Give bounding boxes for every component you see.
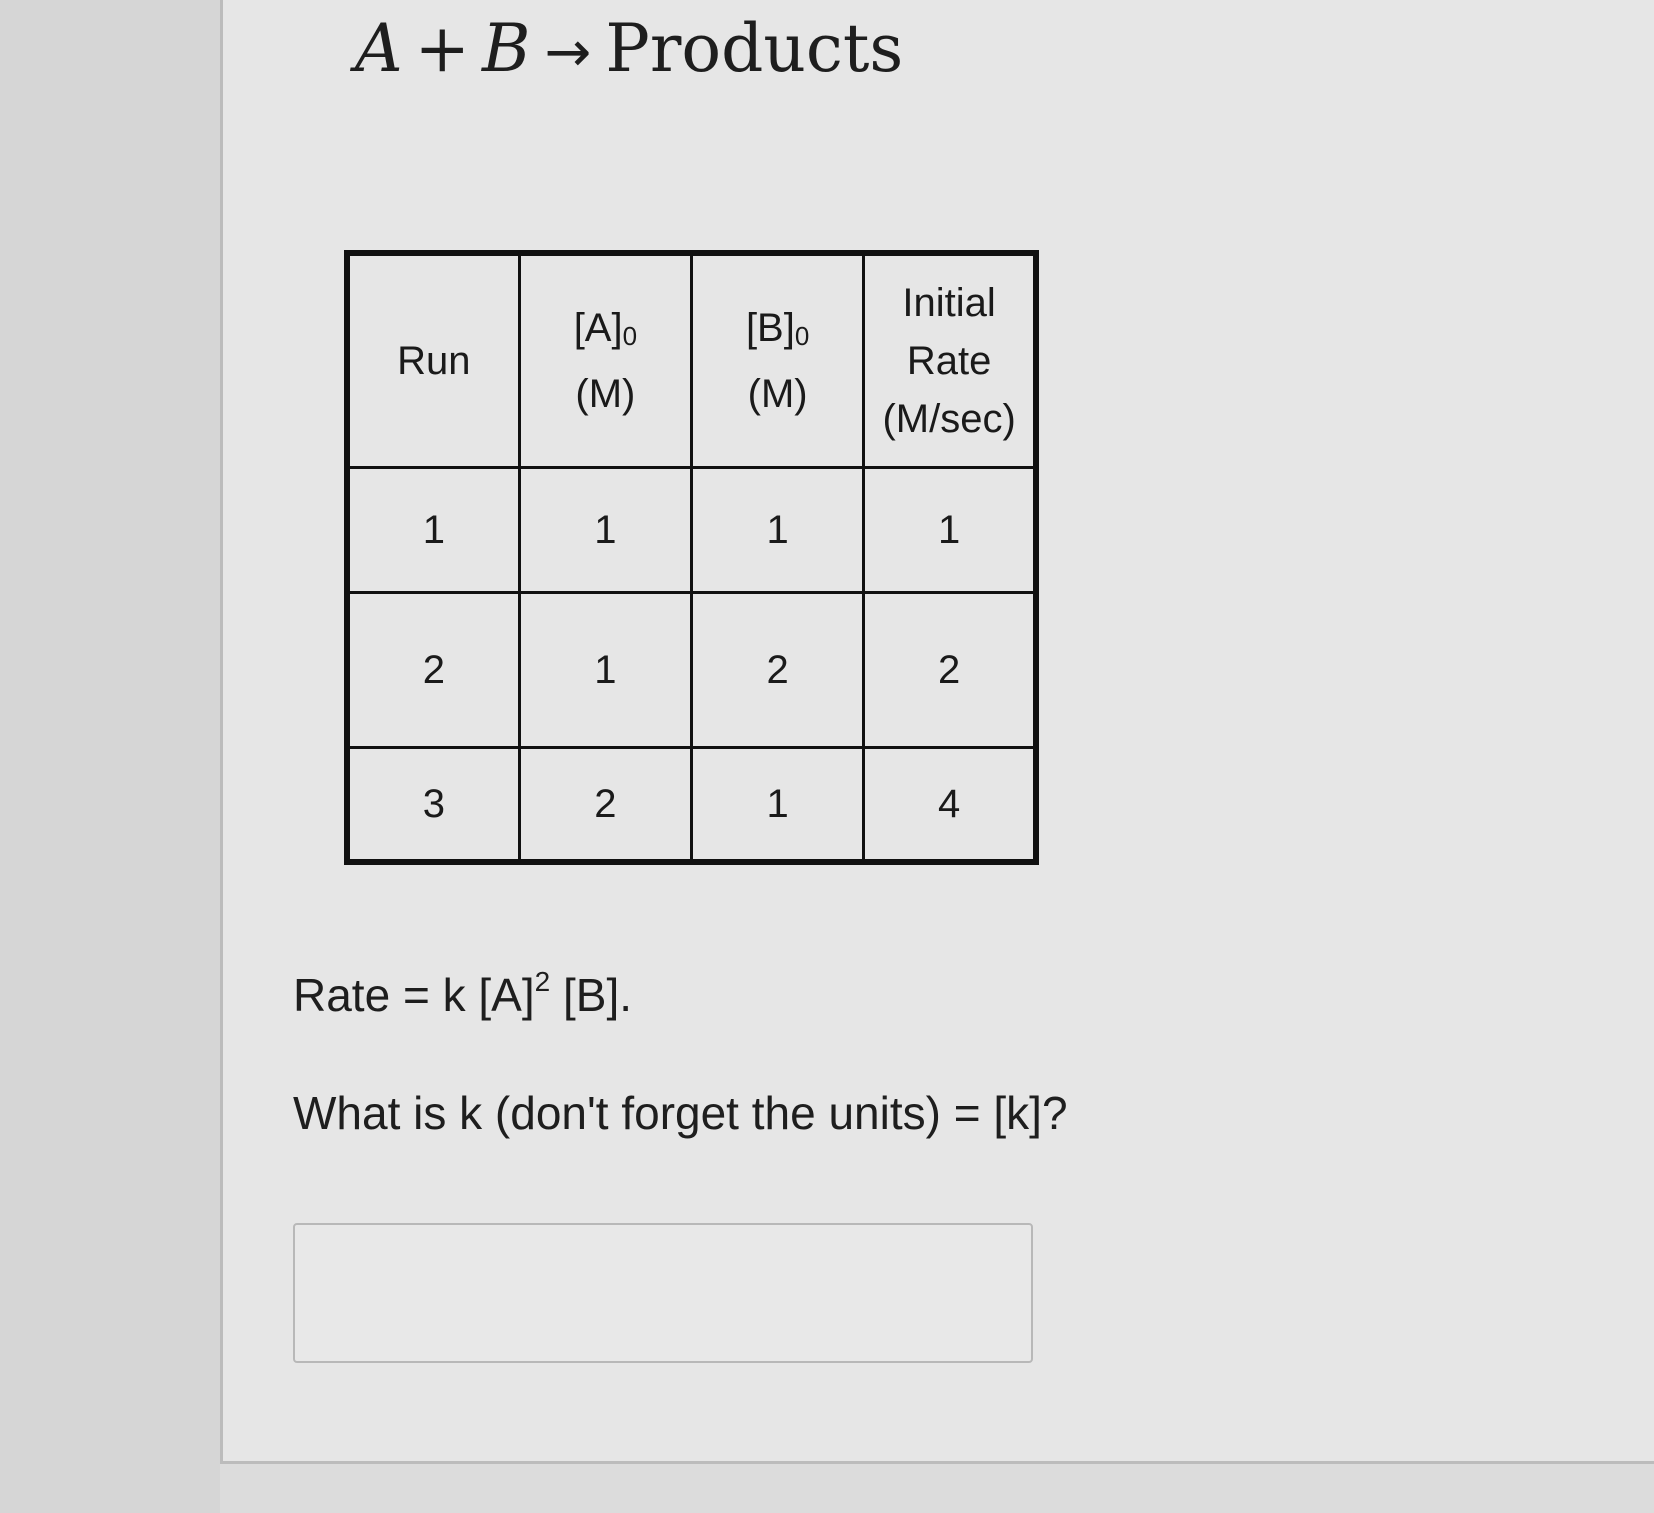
rate-data-table [344, 250, 1039, 865]
cell-run: 1 [347, 468, 519, 593]
cell-run: 2 [347, 593, 519, 748]
plus-sign: + [414, 10, 470, 87]
question-prompt: What is k (don't forget the units) = [k]? [293, 1087, 1068, 1139]
reactant-b: B [481, 10, 531, 87]
rate-law-expression: Rate = k $[A]^2$ [B]. [293, 966, 633, 1021]
header-initial-rate: Initial Rate (M/sec) [864, 253, 1036, 468]
cell-rate: 4 [864, 748, 1036, 863]
cell-a: 2 [519, 748, 691, 863]
cell-rate: 2 [864, 593, 1036, 748]
reactant-a: A [355, 10, 403, 87]
cell-a: 1 [519, 468, 691, 593]
reaction-equation [355, 10, 903, 87]
reaction-arrow-icon: → [544, 20, 592, 85]
page-margin [0, 0, 220, 1513]
header-a-concentration: [A]0 (M) [519, 253, 691, 468]
cell-b: 1 [692, 468, 864, 593]
header-b-concentration: [B]0 (M) [692, 253, 864, 468]
answer-input[interactable] [293, 1223, 1033, 1363]
cell-a: 1 [519, 593, 691, 748]
table-row [347, 748, 1036, 863]
exponent: 2 [534, 966, 551, 997]
cell-run: 3 [347, 748, 519, 863]
header-run: Run [347, 253, 519, 468]
table-row [347, 593, 1036, 748]
cell-b: 1 [692, 748, 864, 863]
products-label: Products [605, 10, 904, 87]
cell-b: 2 [692, 593, 864, 748]
cell-rate: 1 [864, 468, 1036, 593]
table-row [347, 468, 1036, 593]
table-header-row [347, 253, 1036, 468]
